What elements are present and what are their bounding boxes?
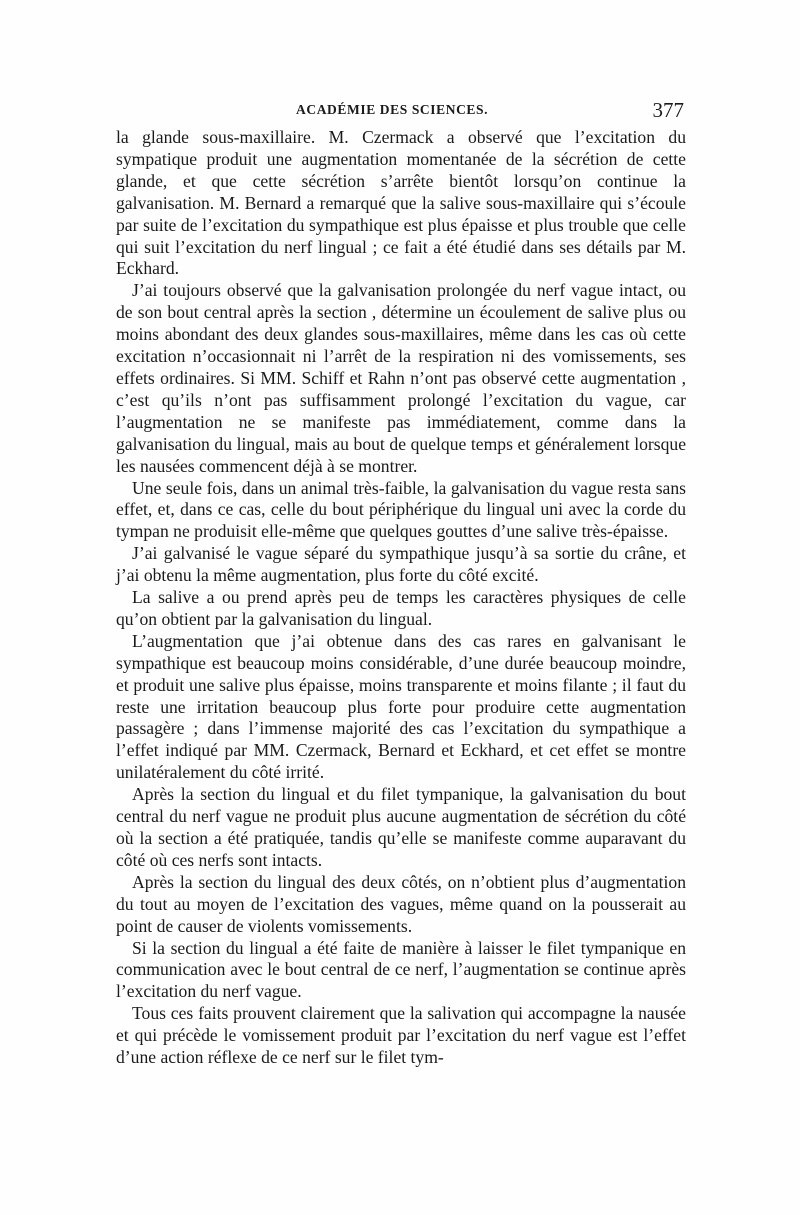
paragraph: La salive a ou prend après peu de temps les caractères physiques de celle qu’on obtient par la galvanisation du lingual. xyxy=(116,587,686,629)
paragraph: Une seule fois, dans un animal très-faible, la galvanisation du vague resta sans effet, et, dans ce cas, celle du bout périphérique du lingual uni avec la corde du tympan ne produisit elle-même que quelques gouttes d’une salive très-épaisse. xyxy=(116,477,686,542)
page-number: 377 xyxy=(652,98,684,122)
paragraph: Tous ces faits prouvent clairement que la salivation qui accompagne la nausée et qui précède le vomissement produit par l’excitation du nerf vague est l’effet d’une action réflexe de ce nerf sur le filet tym- xyxy=(116,1003,686,1068)
running-title: ACADÉMIE DES SCIENCES. xyxy=(296,102,489,117)
paragraph-continued: la glande sous-maxillaire. M. Czermack a observé que l’excitation du sympatique produit une augmentation momentanée de la sécrétion de cette glande, et que cette sécrétion s’arrête bientôt lorsqu’on continue la galvanisation. M. Bernard a remarqué que la salive sous-maxillaire qui s’écoule par suite de l’excitation du sympathique est plus épaisse et plus trouble que celle qui suit l’excitation du nerf lingual ; ce fait a été étudié dans ses détails par M. Eckhard. xyxy=(116,127,686,279)
text-body xyxy=(116,127,686,1069)
running-head xyxy=(116,98,686,122)
paragraph: Après la section du lingual des deux côtés, on n’obtient plus d’augmentation du tout au moyen de l’excitation des vagues, même quand on la pousserait au point de causer de violents vomissements. xyxy=(116,871,686,936)
paragraph: Après la section du lingual et du filet tympanique, la galvanisation du bout central du nerf vague ne produit plus aucune augmentation de sécrétion du côté où la section a été pratiquée, tandis qu’elle se manifeste comme auparavant du côté où ces nerfs sont intacts. xyxy=(116,784,686,870)
paragraph: L’augmentation que j’ai obtenue dans des cas rares en galvanisant le sympathique est beaucoup moins considérable, d’une durée beaucoup moindre, et produit une salive plus épaisse, moins transparente et moins filante ; il faut du reste une irritation beaucoup plus forte pour produire cette augmentation passagère ; dans l’immense majorité des cas l’excitation du sympathique a l’effet indiqué par MM. Czermack, Bernard et Eckhard, et cet effet se montre unilatéralement du côté irrité. xyxy=(116,630,686,783)
paragraph: J’ai toujours observé que la galvanisation prolongée du nerf vague intact, ou de son bout central après la section , détermine un écoulement de salive plus ou moins abondant des deux glandes sous-maxillaires, même dans les cas où cette excitation n’occasionnait ni l’arrêt de la respiration ni des vomissements, ses effets ordinaires. Si MM. Schiff et Rahn n’ont pas observé cette augmentation , c’est qu’ils n’ont pas suffisamment prolongé l’excitation du vague, car l’augmentation ne se manifeste pas immédiatement, comme dans la galvanisation du lingual, mais au bout de quelque temps et généralement lorsque les nausées commencent déjà à se montrer. xyxy=(116,280,686,476)
paragraph: J’ai galvanisé le vague séparé du sympathique jusqu’à sa sortie du crâne, et j’ai obtenu la même augmentation, plus forte du côté excité. xyxy=(116,543,686,586)
paragraph: Si la section du lingual a été faite de manière à laisser le filet tympanique en communication avec le bout central de ce nerf, l’augmentation se continue après l’excitation du nerf vague. xyxy=(116,937,686,1002)
